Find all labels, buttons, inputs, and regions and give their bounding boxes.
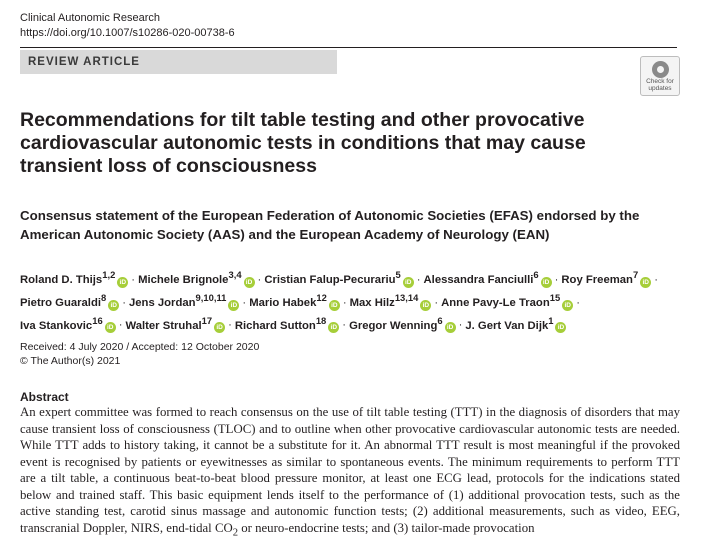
author-affiliation: 17: [201, 314, 213, 326]
orcid-icon[interactable]: iD: [105, 322, 116, 333]
orcid-icon[interactable]: iD: [640, 277, 651, 288]
author-name[interactable]: Iva Stankovic: [20, 319, 93, 332]
author-separator: ·: [257, 273, 262, 286]
author-name[interactable]: J. Gert Van Dijk: [465, 319, 549, 332]
author-affiliation: 7: [632, 269, 639, 280]
author-name[interactable]: Walter Struhal: [125, 319, 202, 332]
author-name[interactable]: Jens Jordan: [128, 296, 196, 309]
check-for-updates-button[interactable]: [640, 56, 680, 96]
orcid-icon[interactable]: iD: [562, 300, 573, 311]
author-separator: ·: [242, 296, 247, 309]
author-name[interactable]: Mario Habek: [249, 296, 317, 309]
author-name[interactable]: Cristian Falup-Pecurariu: [264, 273, 396, 286]
check-updates-label-2: updates: [648, 85, 672, 92]
author-affiliation: 5: [395, 269, 401, 280]
orcid-icon[interactable]: iD: [117, 277, 128, 288]
author-separator: ·: [576, 296, 580, 309]
received-dates: Received: 4 July 2020 / Accepted: 12 October 2020: [20, 341, 260, 353]
author-separator: ·: [416, 273, 421, 286]
orcid-icon[interactable]: iD: [228, 300, 239, 311]
author-separator: ·: [118, 319, 123, 332]
author-separator: ·: [654, 273, 658, 286]
author-separator: ·: [458, 319, 463, 332]
journal-name: Clinical Autonomic Research: [20, 12, 161, 24]
author-name[interactable]: Richard Sutton: [234, 319, 316, 332]
author-affiliation: 12: [316, 291, 327, 303]
orcid-icon[interactable]: iD: [214, 322, 225, 333]
author-separator: ·: [122, 296, 126, 309]
orcid-icon[interactable]: iD: [329, 300, 340, 311]
author-list: [20, 266, 700, 334]
author-name[interactable]: Pietro Guaraldi: [20, 296, 101, 309]
author-separator: ·: [131, 273, 136, 286]
orcid-icon[interactable]: iD: [108, 300, 119, 311]
author-affiliation: 3,4: [228, 269, 242, 280]
author-name[interactable]: Roland D. Thijs: [20, 273, 103, 286]
author-affiliation: 6: [437, 314, 443, 326]
abstract-tail: or neuro-endocrine tests; and (3) tailor-made provocation: [238, 520, 535, 535]
author-affiliation: 18: [315, 314, 327, 326]
orcid-icon[interactable]: iD: [420, 300, 431, 311]
author-name[interactable]: Max Hilz: [349, 296, 395, 309]
orcid-icon[interactable]: iD: [403, 277, 414, 288]
orcid-icon[interactable]: iD: [541, 277, 552, 288]
author-affiliation: 15: [549, 291, 561, 303]
check-updates-icon: [652, 61, 669, 78]
author-separator: ·: [342, 296, 347, 309]
article-subtitle: Consensus statement of the European Federation of Autonomic Societies (EFAS) endorsed by the American Autonomic Society (AAS) and the European Academy of Neurology (EAN): [20, 208, 640, 242]
header-rule: [20, 47, 677, 48]
orcid-icon[interactable]: iD: [445, 322, 456, 333]
author-affiliation: 1,2: [102, 269, 116, 280]
author-name[interactable]: Roy Freeman: [561, 273, 633, 286]
article-type-label: REVIEW ARTICLE: [28, 56, 140, 68]
abstract-text: An expert committee was formed to reach consensus on the use of tilt table testing (TTT) in the diagnosis of disorders that may cause transient loss of consciousness (TLOC) and to outline when other provocative cardiovascular autonomic tests are needed. While TTT adds to history taking, it cannot be a substitute for it. An abnormal TTT result is most meaningful if the provoked event is recognised by patients or eyewitnesses as similar to spontaneous events. The minimum requirements to perform TTT are a tilt table, a continuous beat-to-beat blood pressure monitor, at least one ECG lead, protocols for the indications stated below and trained staff. This basic equipment lends itself to the performance of (1) additional provocation tests, such as the active standing test, carotid sinus massage and autonomic function tests; (2) additional measurements, such as video, EEG, transcranial Doppler, NIRS, end-tidal CO: [20, 405, 680, 535]
author-affiliation: 16: [92, 314, 103, 326]
author-name[interactable]: Gregor Wenning: [349, 319, 438, 332]
author-separator: ·: [342, 319, 347, 332]
orcid-icon[interactable]: iD: [244, 277, 255, 288]
author-separator: ·: [554, 273, 559, 286]
author-name[interactable]: Michele Brignole: [138, 273, 229, 286]
article-title: Recommendations for tilt table testing and other provocative cardiovascular autonomic tests in conditions that may cause transient loss of consciousness: [20, 109, 586, 177]
author-affiliation: 1: [548, 314, 554, 326]
author-affiliation: 8: [100, 291, 107, 303]
author-name[interactable]: Anne Pavy-Le Traon: [441, 296, 550, 309]
orcid-icon[interactable]: iD: [555, 322, 566, 333]
abstract-subscript: 2: [232, 527, 239, 539]
abstract-heading: Abstract: [20, 390, 69, 404]
author-affiliation: 9,10,11: [195, 291, 227, 303]
doi-link[interactable]: https://doi.org/10.1007/s10286-020-00738-6: [20, 27, 235, 39]
abstract-body: [20, 404, 680, 542]
author-separator: ·: [434, 296, 439, 309]
author-affiliation: 6: [533, 269, 539, 280]
author-affiliation: 13,14: [394, 291, 419, 303]
check-updates-label-1: Check for: [646, 78, 674, 85]
author-name[interactable]: Alessandra Fanciulli: [423, 273, 534, 286]
license-notice: © The Author(s) 2021: [20, 355, 121, 367]
orcid-icon[interactable]: iD: [328, 322, 339, 333]
author-separator: ·: [228, 319, 232, 332]
